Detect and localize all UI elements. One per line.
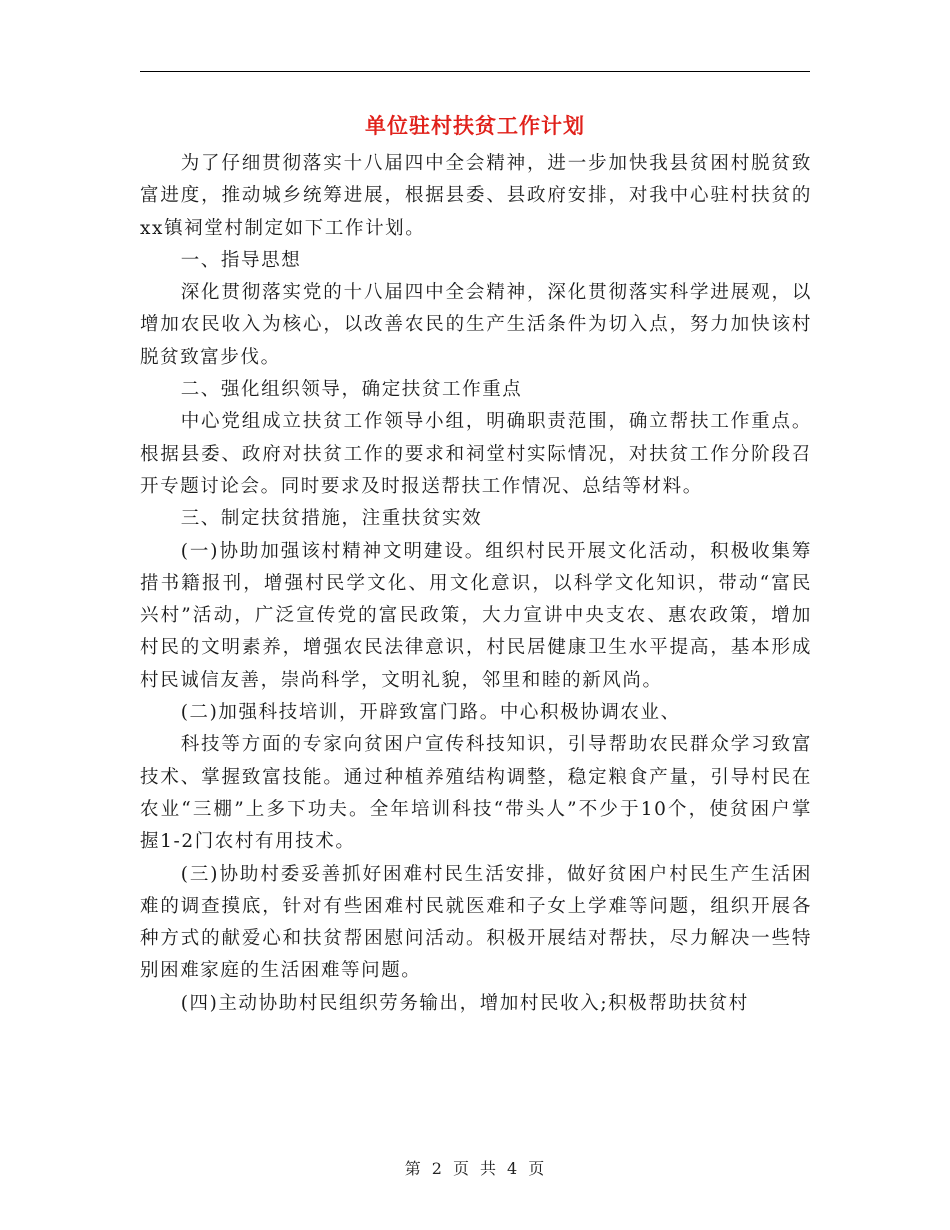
footer-suffix: 页	[528, 1159, 546, 1178]
footer-total-pages: 4	[507, 1159, 519, 1178]
footer-prefix: 第	[404, 1159, 422, 1178]
section-heading-guiding-ideology: 一、指导思想	[180, 249, 302, 271]
organization-paragraph: 中心党组成立扶贫工作领导小组，明确职责范围，确立帮扶工作重点。根据县委、政府对扶贫工作的要求和祠堂村实际情况，对扶贫工作分阶段召开专题讨论会。同时要求及时报送帮扶工作情况、总结等材料。	[140, 411, 812, 497]
footer-total-word: 共	[480, 1159, 498, 1178]
intro-paragraph: 为了仔细贯彻落实十八届四中全会精神，进一步加快我县贫困村脱贫致富进度，推动城乡统筹进展，根据县委、县政府安排，对我中心驻村扶贫的xx镇祠堂村制定如下工作计划。	[140, 153, 812, 239]
measure-2-continuation-paragraph: 科技等方面的专家向贫困户宣传科技知识，引导帮助农民群众学习致富技术、掌握致富技能。通过种植养殖结构调整，稳定粮食产量，引导村民在农业“三棚”上多下功夫。全年培训科技“带头人”不少于10个，使贫困户掌握1-2门农村有用技术。	[140, 734, 812, 853]
measure-3-paragraph: (三)协助村委妥善抓好困难村民生活安排，做好贫困户村民生产生活困难的调查摸底，针对有些困难村民就医难和子女上学难等问题，组织开展各种方式的献爱心和扶贫帮困慰问活动。积极开展结对帮扶，尽力解决一些特别困难家庭的生活困难等问题。	[140, 863, 812, 982]
measure-2-paragraph: (二)加强科技培训，开辟致富门路。中心积极协调农业、	[180, 702, 681, 724]
guiding-ideology-paragraph: 深化贯彻落实党的十八届四中全会精神，深化贯彻落实科学进展观，以增加农民收入为核心，以改善农民的生产生活条件为切入点，努力加快该村脱贫致富步伐。	[140, 282, 812, 368]
page-footer	[0, 1156, 950, 1179]
document-body	[140, 148, 812, 1020]
section-heading-measures: 三、制定扶贫措施，注重扶贫实效	[180, 508, 483, 530]
footer-current-page: 2	[431, 1159, 443, 1178]
measure-1-paragraph: (一)协助加强该村精神文明建设。组织村民开展文化活动，积极收集筹措书籍报刊，增强村民学文化、用文化意识，以科学文化知识，带动“富民兴村”活动，广泛宣传党的富民政策，大力宣讲中央支农、惠农政策，增加村民的文明素养，增强农民法律意识，村民居健康卫生水平提高，基本形成村民诚信友善，崇尚科学，文明礼貌，邻里和睦的新风尚。	[140, 540, 812, 691]
document-title: 单位驻村扶贫工作计划	[365, 114, 585, 138]
measure-4-paragraph: (四)主动协助村民组织劳务输出，增加村民收入;积极帮助扶贫村	[180, 992, 749, 1014]
section-heading-organization: 二、强化组织领导，确定扶贫工作重点	[180, 379, 523, 401]
header-rule	[140, 71, 810, 72]
footer-page-word: 页	[452, 1159, 470, 1178]
